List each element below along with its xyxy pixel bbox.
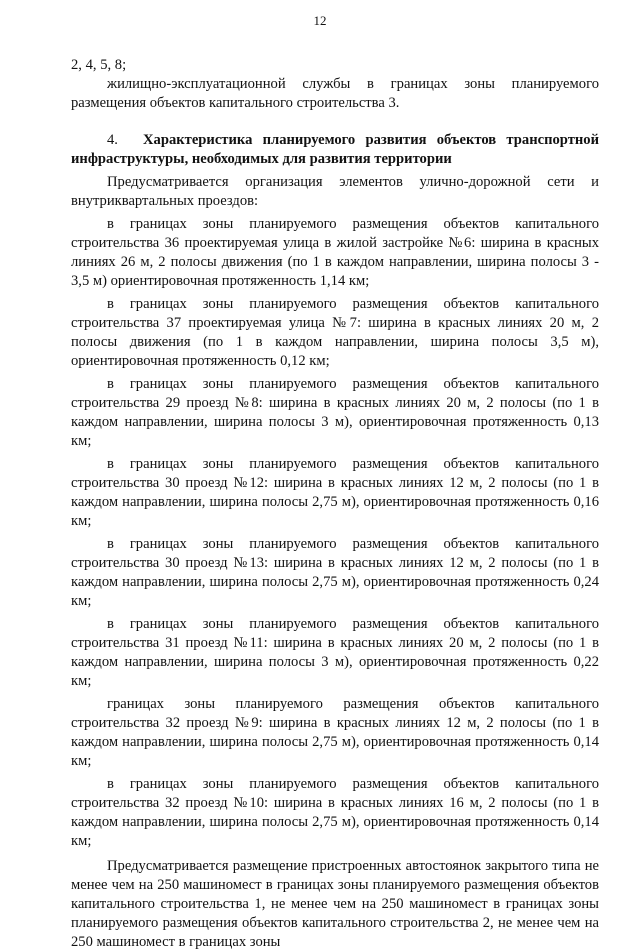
- document-body: [71, 56, 599, 952]
- section-heading: [71, 131, 599, 169]
- paragraph: Предусматривается организация элементов улично-дорожной сети и внутриквартальных проездов:: [71, 174, 599, 209]
- intro-line-2: жилищно-эксплуатационной службы в границах зоны планируемого размещения объектов капитального строительства 3.: [71, 76, 599, 111]
- paragraph: границах зоны планируемого размещения объектов капитального строительства 32 проезд №9: ширина в красных линиях 12 м, 2 полосы (по 1 в каждом направлении, ширина полосы 2,75 м), ориентировочная протяженность 0,14 км;: [71, 696, 599, 769]
- paragraph: в границах зоны планируемого размещения объектов капитального строительства 36 проектируемая улица в жилой застройке №6: ширина в красных линиях 26 м, 2 полосы движения (по 1 в каждом направлении, ширина полосы 3 - 3,5 м) ориентировочная протяженность 1,14 км;: [71, 216, 599, 289]
- paragraph: в границах зоны планируемого размещения объектов капитального строительства 30 проезд №12: ширина в красных линиях 12 м, 2 полосы (по 1 в каждом направлении, ширина полосы 2,75 м), ориентировочная протяженность 0,16 км;: [71, 456, 599, 529]
- paragraph: Предусматривается размещение пристроенных автостоянок закрытого типа не менее чем на 250 машиномест в границах зоны планируемого размещения объектов капитального строительства 1, не менее чем на 250 машиномест в границах зоны планируемого размещения объектов капитального строительства 2, не менее чем на 250 машиномест в границах зоны: [71, 858, 599, 950]
- page-number: 12: [313, 13, 327, 28]
- paragraph: в границах зоны планируемого размещения объектов капитального строительства 29 проезд №8: ширина в красных линиях 20 м, 2 полосы (по 1 в каждом направлении, ширина полосы 3 м), ориентировочная протяженность 0,13 км;: [71, 376, 599, 449]
- paragraph: в границах зоны планируемого размещения объектов капитального строительства 37 проектируемая улица №7: ширина в красных линиях 20 м, 2 полосы движения (по 1 в каждом направлении, ширина полосы 3,5 м), ориентировочная протяженность 0,12 км;: [71, 296, 599, 369]
- paragraph: в границах зоны планируемого размещения объектов капитального строительства 31 проезд №11: ширина в красных линиях 20 м, 2 полосы (по 1 в каждом направлении, ширина полосы 3 м), ориентировочная протяженность 0,22 км;: [71, 616, 599, 689]
- paragraph: в границах зоны планируемого размещения объектов капитального строительства 30 проезд №13: ширина в красных линиях 12 м, 2 полосы (по 1 в каждом направлении, ширина полосы 2,75 м), ориентировочная протяженность 0,24 км;: [71, 536, 599, 609]
- section-number: 4.: [107, 132, 118, 148]
- paragraph: в границах зоны планируемого размещения объектов капитального строительства 32 проезд №10: ширина в красных линиях 16 м, 2 полосы (по 1 в каждом направлении, ширина полосы 2,75 м), ориентировочная протяженность 0,14 км;: [71, 776, 599, 849]
- section-title: Характеристика планируемого развития объектов транспортной инфраструктуры, необходимых для развития территории: [71, 132, 599, 167]
- intro-line-1: 2, 4, 5, 8;: [71, 57, 127, 73]
